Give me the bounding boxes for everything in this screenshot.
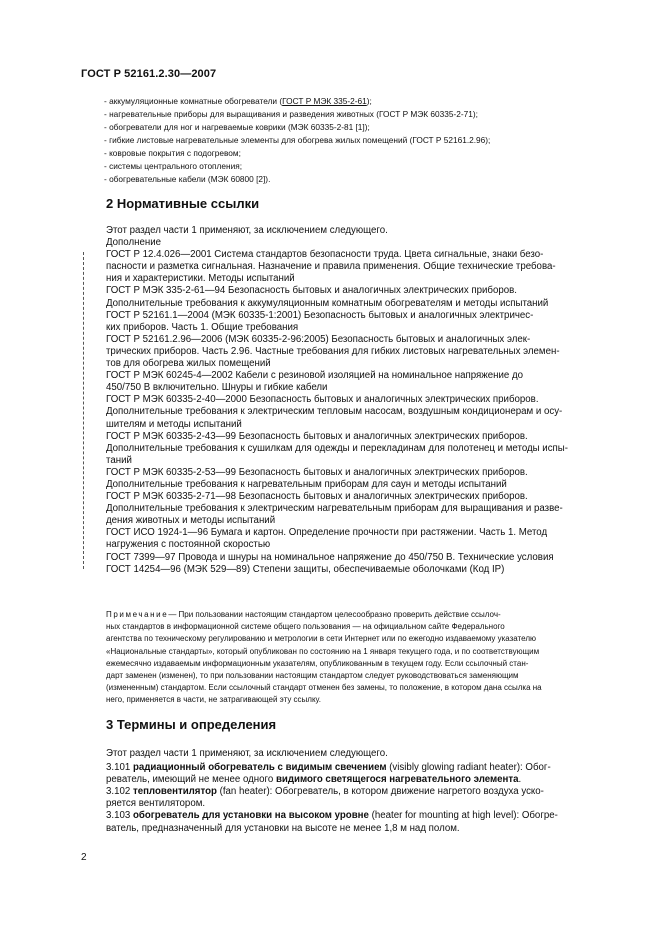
term-3101-line-1: 3.101 радиационный обогреватель с видимым свечением (visibly glowing radiant heater): Обог- <box>106 762 551 774</box>
reference-line: трических приборов. Часть 2.96. Частные требования для гибких листовых нагревательных элемен- <box>106 345 560 357</box>
reference-line: ГОСТ Р 12.4.026—2001 Система стандартов безопасности труда. Цвета сигнальные, знаки безо- <box>106 249 544 261</box>
reference-line: ГОСТ Р 52161.2.96—2006 (МЭК 60335-2-96:2005) Безопасность бытовых и аналогичных элек- <box>106 333 531 345</box>
intro-item-0: - аккумуляционные комнатные обогреватели (ГОСТ Р МЭК 335-2-61); <box>104 96 372 106</box>
reference-list <box>106 249 613 576</box>
reference-line: ГОСТ Р МЭК 60335-2-40—2000 Безопасность бытовых и аналогичных электрических приборов. <box>106 394 539 406</box>
intro-item-4: - ковровые покрытия с подогревом; <box>104 148 241 158</box>
section-2-intro: Этот раздел части 1 применяют, за исключением следующего. <box>106 225 388 236</box>
reference-entry <box>106 431 613 467</box>
reference-line: таний <box>106 454 132 466</box>
reference-line: ГОСТ ИСО 1924-1—96 Бумага и картон. Определение прочности при растяжении. Часть 1. Метод <box>106 527 548 539</box>
reference-entry <box>106 527 613 551</box>
reference-entry <box>106 310 613 334</box>
note-line-4: ежемесячно издаваемым информационным указателям, опубликованным в текущем году. Если ссылочный стан- <box>106 658 529 668</box>
reference-entry <box>106 552 613 564</box>
reference-line: нагружения с постоянной скоростью <box>106 539 271 551</box>
section-2-body <box>106 225 613 576</box>
document-header: ГОСТ Р 52161.2.30—2007 <box>81 68 217 80</box>
note-line-7: него, применяется в части, не затрагивающей эту ссылку. <box>106 695 321 705</box>
reference-line: Дополнительные требования к электрическим нагревательным приборам для выращивания и разве- <box>106 503 563 515</box>
term-3101-name: радиационный обогреватель с видимым свечением <box>132 762 387 774</box>
section-3-title: 3 Термины и определения <box>106 717 277 732</box>
reference-entry <box>106 370 613 394</box>
reference-entry <box>106 334 613 370</box>
page-number: 2 <box>81 852 87 863</box>
reference-line: тов для обогрева жилых помещений <box>106 358 271 370</box>
reference-line: 450/750 В включительно. Шнуры и гибкие кабели <box>106 382 328 394</box>
reference-line: Дополнительные требования к сушилкам для одежды и перекладинам для полотенец и методы испы- <box>106 442 568 454</box>
section-2-addition: Дополнение <box>106 237 162 249</box>
reference-line: дения животных и методы испытаний <box>106 515 276 527</box>
note-line-1: ных стандартов в информационной системе общего пользования — на официальном сайте Федерального <box>106 622 505 632</box>
intro-list <box>104 95 624 186</box>
reference-line: ГОСТ 14254—96 (МЭК 529—89) Степени защиты, обеспечиваемые оболочками (Код IP) <box>106 563 505 575</box>
note-line-5: дарт заменен (изменен), то при пользовании настоящим стандартом следует руководствоваться заменяющим <box>106 671 519 681</box>
reference-entry <box>106 394 613 430</box>
note-line-2: агентства по техническому регулированию и метрологии в сети Интернет или по ежегодно издаваемому указателю <box>106 634 536 644</box>
reference-line: Дополнительные требования к электрическим тепловым насосам, воздушным кондиционерам и осу- <box>106 406 563 418</box>
reference-entry <box>106 491 613 527</box>
reference-line: пасности и разметка сигнальная. Назначение и правила применения. Общие технические требова- <box>106 261 556 273</box>
term-3103-line-2: ватель, предназначенный для установки на высоте не менее 1,8 м над полом. <box>106 822 460 834</box>
note <box>106 609 613 707</box>
reference-line: ния и характеристики. Методы испытаний <box>106 273 295 285</box>
reference-line: ких приборов. Часть 1. Общие требования <box>106 321 299 333</box>
note-line-0: — При пользовании настоящим стандартом целесообразно проверить действие ссылоч- <box>168 610 501 619</box>
intro-item-2: - обогреватели для ног и нагреваемые коврики (МЭК 60335-2-81 [1]); <box>104 122 370 132</box>
reference-entry <box>106 285 613 309</box>
term-3102-line-1: 3.102 тепловентилятор (fan heater): Обогреватель, в котором движение нагретого воздуха уско- <box>106 786 544 798</box>
note-line-6: (измененным) стандартом. Если ссылочный стандарт отменен без замены, то положение, в котором дана ссылка на <box>106 683 542 693</box>
reference-line: ГОСТ Р МЭК 60335-2-71—98 Безопасность бытовых и аналогичных электрических приборов. <box>106 491 528 503</box>
reference-link[interactable]: ГОСТ Р МЭК 335-2-61 <box>282 96 367 106</box>
intro-item-5: - системы центрального отопления; <box>104 161 243 171</box>
reference-line: шителям и методы испытаний <box>106 418 242 430</box>
reference-entry <box>106 249 613 285</box>
reference-line: ГОСТ Р МЭК 335-2-61—94 Безопасность бытовых и аналогичных электрических приборов. <box>106 285 517 297</box>
intro-item-6: - обогревательные кабели (МЭК 60800 [2]). <box>104 174 271 184</box>
term-3103-name: обогреватель для установки на высоком уровне <box>132 810 369 822</box>
reference-line: ГОСТ Р 52161.1—2004 (МЭК 60335-1:2001) Безопасность бытовых и аналогичных электричес- <box>106 309 534 321</box>
reference-line: ГОСТ Р МЭК 60335-2-43—99 Безопасность бытовых и аналогичных электрических приборов. <box>106 430 528 442</box>
term-3102-line-2: ряется вентилятором. <box>106 798 206 810</box>
term-3102-name: тепловентилятор <box>132 786 217 798</box>
section-3-intro: Этот раздел части 1 применяют, за исключением следующего. <box>106 748 388 759</box>
term-3101-line-2: реватель, имеющий не менее одного видимого светящегося нагревательного элемента. <box>106 774 522 786</box>
reference-line: ГОСТ 7399—97 Провода и шнуры на номинальное напряжение до 450/750 В. Технические условия <box>106 551 554 563</box>
note-label: Примечание <box>106 610 169 619</box>
reference-entry <box>106 564 613 576</box>
term-3103-line-1: 3.103 обогреватель для установки на высоком уровне (heater for mounting at high level): Обогре- <box>106 810 558 822</box>
reference-line: Дополнительные требования к аккумуляционным комнатным обогревателям и методы испытаний <box>106 297 549 309</box>
change-bar <box>83 252 84 569</box>
intro-item-1: - нагревательные приборы для выращивания и разведения животных (ГОСТ Р МЭК 60335-2-71); <box>104 109 478 119</box>
note-line-3: «Национальные стандарты», который опубликован по состоянию на 1 января текущего года, и по соответствующим <box>106 646 540 656</box>
reference-line: ГОСТ Р МЭК 60245-4—2002 Кабели с резиновой изоляцией на номинальное напряжение до <box>106 370 524 382</box>
section-2-title: 2 Нормативные ссылки <box>106 196 260 211</box>
reference-line: ГОСТ Р МЭК 60335-2-53—99 Безопасность бытовых и аналогичных электрических приборов. <box>106 466 528 478</box>
intro-item-3: - гибкие листовые нагревательные элементы для обогрева жилых помещений (ГОСТ Р 52161.2.96); <box>104 135 491 145</box>
reference-line: Дополнительные требования к нагревательным приборам для саун и методы испытаний <box>106 478 507 490</box>
reference-entry <box>106 467 613 491</box>
section-3-body <box>106 748 613 835</box>
